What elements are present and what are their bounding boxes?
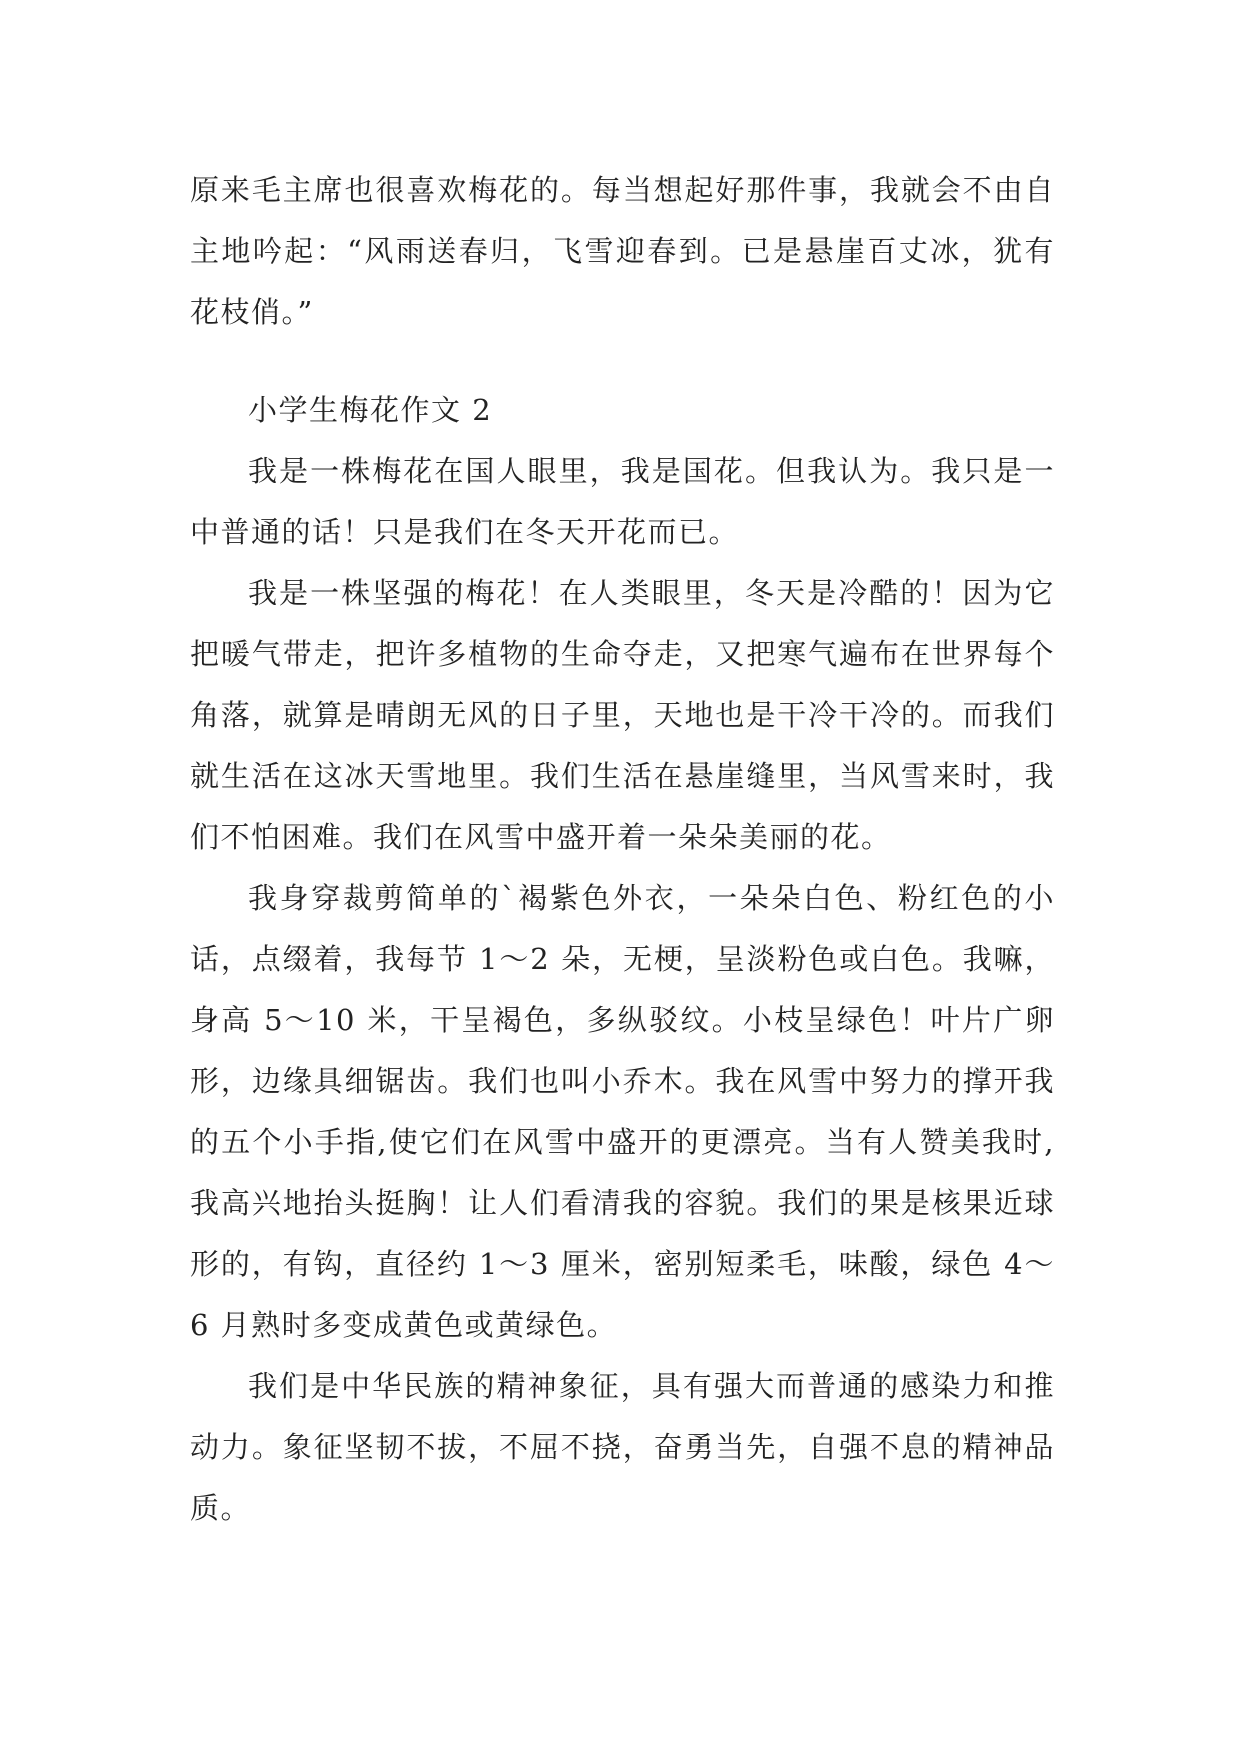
paragraph: 我是一株梅花在国人眼里，我是国花。但我认为。我只是一中普通的话！只是我们在冬天开花而已。 <box>190 454 1055 549</box>
paragraph: 我是一株坚强的梅花！在人类眼里，冬天是冷酷的！因为它把暖气带走，把许多植物的生命夺走，又把寒气遍布在世界每个角落，就算是晴朗无风的日子里，天地也是干冷干冷的。而我们就生活在这冰天雪地里。我们生活在悬崖缝里，当风雪来时，我们不怕困难。我们在风雪中盛开着一朵朵美丽的花。 <box>190 576 1055 854</box>
paragraph: 我们是中华民族的精神象征，具有强大而普通的感染力和推动力。象征坚韧不拔，不屈不挠，奋勇当先，自强不息的精神品质。 <box>190 1369 1055 1525</box>
section-heading: 小学生梅花作文 2 <box>248 393 493 427</box>
paragraph-continued: 原来毛主席也很喜欢梅花的。每当想起好那件事，我就会不由自主地吟起：“风雨送春归，飞雪迎春到。已是悬崖百丈冰，犹有花枝俏。” <box>190 173 1055 329</box>
paragraph: 我身穿裁剪简单的`褐紫色外衣，一朵朵白色、粉红色的小话，点缀着，我每节 1～2 朵，无梗，呈淡粉色或白色。我嘛，身高 5～10 米，干呈褐色，多纵驳纹。小枝呈绿色！叶片广卵形，边缘具细锯齿。我们也叫小乔木。我在风雪中努力的撑开我的五个小手指,使它们在风雪中盛开的更漂亮。当有人赞美我时,我高兴地抬头挺胸！让人们看清我的容貌。我们的果是核果近球形的，有钩，直径约 1～3 厘米，密别短柔毛，味酸，绿色 4～6 月熟时多变成黄色或黄绿色。 <box>190 881 1055 1342</box>
document-body <box>190 160 1055 1539</box>
